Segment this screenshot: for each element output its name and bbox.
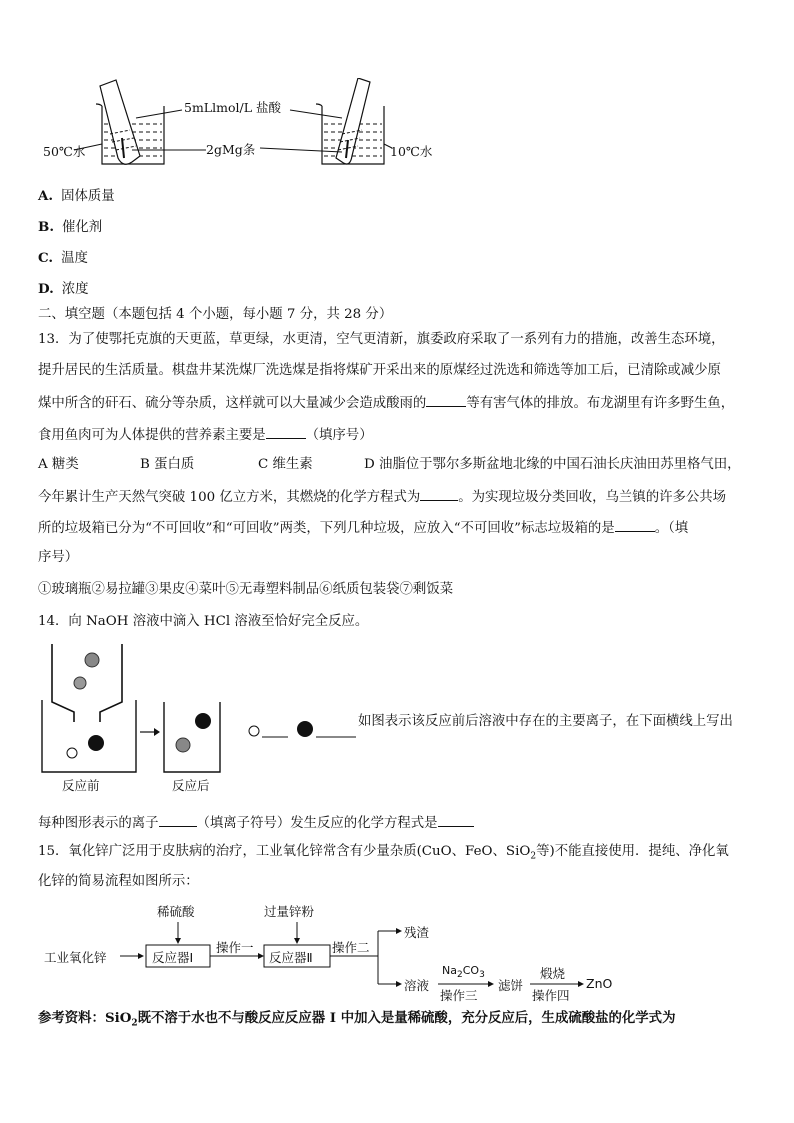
beaker-figure bbox=[40, 78, 460, 178]
ion-black bbox=[88, 735, 104, 751]
text: 今年累计生产天然气突破 100 亿立方米，其燃烧的化学方程式为 bbox=[38, 490, 421, 505]
ion-black-after bbox=[195, 713, 211, 729]
q13-line2: 提升居民的生活质量。棋盘井某洗煤厂洗选煤是指将煤矿开采出来的原煤经过洗选和筛选等加工后，已清除或减少原 bbox=[38, 363, 721, 378]
legend-black-ion bbox=[297, 721, 313, 737]
flow-reactor1: 反应器Ⅰ bbox=[152, 950, 194, 965]
text: 所的垃圾箱已分为“不可回收”和“可回收”两类，下列几种垃圾，应放入“不可回收”标志垃圾箱的是 bbox=[38, 521, 615, 536]
flow-reagent1: 稀硫酸 bbox=[157, 904, 195, 919]
option: A 糖类 bbox=[38, 457, 79, 472]
text: （填序号） bbox=[305, 428, 373, 443]
q15-line2: 化锌的简易流程如图所示： bbox=[38, 874, 199, 889]
reaction-figure bbox=[40, 640, 370, 793]
option-text: 固体质量 bbox=[61, 189, 115, 204]
q14-stem: 14．向 NaOH 溶液中滴入 HCl 溶液至恰好完全反应。 bbox=[38, 614, 369, 629]
flow-calcine: 煅烧 bbox=[540, 966, 566, 981]
dropper-left bbox=[52, 644, 74, 722]
option: B 蛋白质 bbox=[140, 457, 195, 472]
ion-gray-after bbox=[176, 738, 190, 752]
text: 等有害气体的排放。布龙湖里有许多野生鱼， bbox=[466, 396, 735, 411]
option-key: D. bbox=[38, 281, 54, 297]
option-key: B. bbox=[38, 219, 54, 235]
q15-reference bbox=[38, 1008, 675, 1034]
q13-options bbox=[38, 455, 741, 475]
option-key: A. bbox=[38, 188, 54, 204]
answer-blank[interactable] bbox=[438, 812, 474, 827]
q15-line1 bbox=[38, 842, 729, 867]
subscript: 2 bbox=[131, 1018, 138, 1029]
text: 等)不能直接使用．提纯、净化氧 bbox=[536, 844, 729, 859]
q14-side-text: 如图表示该反应前后溶液中存在的主要离子，在下面横线上写出 bbox=[358, 714, 733, 729]
ion-gray-large bbox=[85, 653, 99, 667]
dropper-right bbox=[100, 644, 122, 722]
answer-blank[interactable] bbox=[615, 517, 655, 532]
text: 参考资料：SiO bbox=[38, 1010, 132, 1026]
acid-label: 5mLlmol/L 盐酸 bbox=[184, 100, 281, 115]
caption-after: 反应后 bbox=[172, 778, 210, 793]
beaker-after bbox=[164, 702, 220, 772]
answer-blank[interactable] bbox=[426, 392, 466, 407]
flow-reagent2: 过量锌粉 bbox=[264, 904, 315, 919]
option: D 油脂位于鄂尔多斯盆地北缘的中国石油长庆油田苏里格气田， bbox=[364, 457, 741, 472]
option-text: 催化剂 bbox=[61, 220, 103, 235]
left-water-label: 50℃水 bbox=[43, 144, 86, 159]
section-heading: 二、填空题（本题包括 4 个小题，每小题 7 分，共 28 分） bbox=[38, 307, 393, 322]
q13-line1: 13．为了使鄂托克旗的天更蓝，草更绿，水更清，空气更清新，旗委政府采取了一系列有力的措施，改善生态环境， bbox=[38, 332, 725, 347]
beaker-before bbox=[42, 700, 136, 772]
option: C 维生素 bbox=[258, 457, 313, 472]
text: 既不溶于水也不与酸反应反应器 I 中加入是量稀硫酸，充分反应后，生成硫酸盐的化学式为 bbox=[137, 1010, 676, 1026]
reaction-drawing bbox=[40, 640, 370, 780]
answer-blank[interactable] bbox=[266, 424, 306, 439]
q13-line8: 序号） bbox=[38, 550, 79, 565]
option-key: C. bbox=[38, 250, 54, 266]
text: 15．氧化锌广泛用于皮肤病的治疗，工业氧化锌常含有少量杂质(CuO、FeO、SiO bbox=[38, 844, 531, 859]
option-d bbox=[38, 279, 89, 300]
flow-start: 工业氧化锌 bbox=[44, 950, 107, 965]
text: （填离子符号）发生反应的化学方程式是 bbox=[196, 816, 438, 831]
beaker-drawing bbox=[40, 78, 460, 178]
caption-before: 反应前 bbox=[62, 778, 100, 793]
flow-op3: 操作三 bbox=[440, 988, 478, 1003]
flow-na2co3: $Na_2CO_3$ bbox=[442, 964, 485, 981]
flow-residue: 残渣 bbox=[404, 925, 430, 940]
flow-filtercake: 滤饼 bbox=[498, 978, 524, 993]
subscript: 2 bbox=[530, 851, 537, 862]
q13-line9: ①玻璃瓶②易拉罐③果皮④菜叶⑤无毒塑料制品⑥纸质包装袋⑦剩饭菜 bbox=[38, 582, 454, 597]
mg-label: 2gMg条 bbox=[206, 142, 256, 157]
q13-line4 bbox=[38, 424, 373, 446]
q14-line2 bbox=[38, 812, 474, 834]
flow-op2: 操作二 bbox=[332, 940, 370, 955]
ion-white bbox=[67, 748, 77, 758]
answer-blank[interactable] bbox=[159, 812, 197, 827]
left-test-tube bbox=[100, 80, 140, 164]
flow-solution: 溶液 bbox=[404, 978, 430, 993]
option-c bbox=[38, 248, 88, 269]
text: 煤中所含的矸石、硫分等杂质，这样就可以大量减少会造成酸雨的 bbox=[38, 396, 427, 411]
flow-op1: 操作一 bbox=[216, 940, 254, 955]
text: 每种图形表示的离子 bbox=[38, 816, 159, 831]
flow-diagram bbox=[40, 898, 640, 1002]
q13-line7 bbox=[38, 517, 688, 539]
legend-white-ion bbox=[249, 726, 259, 736]
text: 。为实现垃圾分类回收，乌兰镇的许多公共场 bbox=[458, 490, 727, 505]
flow-product: ZnO bbox=[586, 976, 613, 991]
text: 食用鱼肉可为人体提供的营养素主要是 bbox=[38, 428, 266, 443]
option-a bbox=[38, 186, 115, 207]
q13-line6 bbox=[38, 486, 726, 508]
answer-blank[interactable] bbox=[420, 486, 458, 501]
q13-line3 bbox=[38, 392, 734, 414]
text: 。（填 bbox=[654, 521, 689, 536]
right-test-tube bbox=[336, 78, 370, 164]
flow-reactor2: 反应器Ⅱ bbox=[269, 950, 313, 965]
right-water-label: 10℃水 bbox=[390, 144, 433, 159]
flow-op4: 操作四 bbox=[532, 988, 570, 1003]
option-b bbox=[38, 217, 102, 238]
ion-gray-small bbox=[74, 677, 86, 689]
option-text: 浓度 bbox=[61, 282, 89, 297]
option-text: 温度 bbox=[61, 251, 88, 266]
